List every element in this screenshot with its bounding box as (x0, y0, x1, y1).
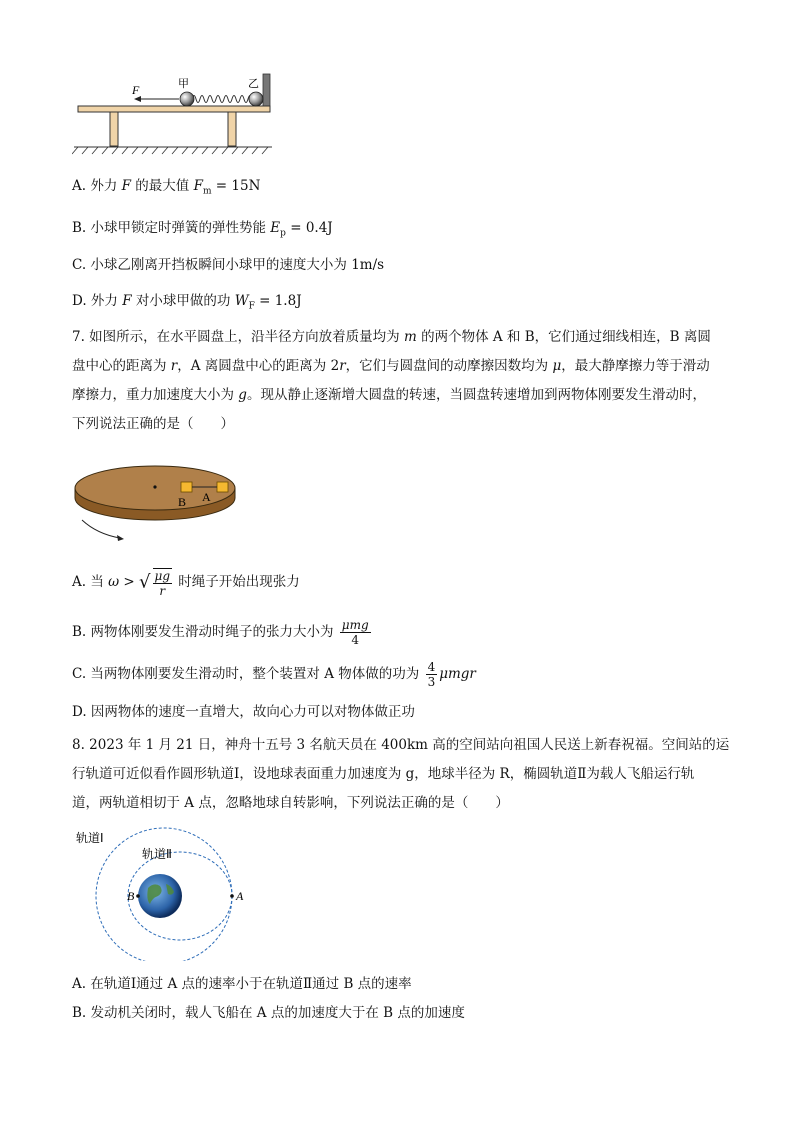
orbit-point-b: B (127, 889, 135, 903)
q6-option-d: D. 外力 F 对小球甲做的功 $W_F = 1.8J$ (72, 293, 302, 312)
q7-option-a: A. 当 ω > √ $\frac{\mu g}{r}$ 时绳子开始出现张力 (72, 568, 300, 598)
q7-option-b: B. 两物体刚要发生滑动时绳子的张力大小为 $\frac{\text{μmg}}{4}$ (72, 618, 369, 647)
q6-option-b: B. 小球甲锁定时弹簧的弹性势能 $E_p = 0.4J$ (72, 220, 333, 239)
disk-label-b: B (178, 495, 187, 509)
q8-stem: 8. 2023 年 1 月 21 日，神舟十五号 3 名航天员在 400km 高的空间站向祖国人民送上新春祝福。空间站的运 行轨道可近似看作圆形轨道Ⅰ，设地球表面重力加速度为 g，地球半径为 R，椭圆轨道Ⅱ为载人飞船运行轨 道，两轨道相切于 A 点，忽略地球自转影响，下列说法正确的是（ ） (72, 737, 730, 811)
q7-option-c: C. 当两物体刚要发生滑动时，整个装置对 A 物体做的功为 $\frac{4}{3}$ μmgr (72, 660, 476, 689)
ball-yi-label: 乙 (248, 77, 259, 90)
q8-option-a: A. 在轨道Ⅰ通过 A 点的速率小于在轨道Ⅱ通过 B 点的速率 (72, 976, 412, 992)
orbit-point-a: A (236, 889, 244, 903)
orbit-i-label: 轨道Ⅰ (76, 831, 104, 845)
force-label: F (132, 83, 140, 97)
q6-option-a: A. 外力 F 的最大值 $F_m = 15N$ (72, 178, 261, 197)
q7-option-d: D. 因两物体的速度一直增大，故向心力可以对物体做正功 (72, 704, 415, 720)
q6-option-c: C. 小球乙刚离开挡板瞬间小球甲的速度大小为 1m/s (72, 257, 385, 273)
ball-jia-label: 甲 (178, 77, 189, 90)
rotating-disk-figure (72, 460, 242, 545)
disk-label-a: A (202, 490, 211, 504)
q8-option-b: B. 发动机关闭时，载人飞船在 A 点的加速度大于在 B 点的加速度 (72, 1005, 465, 1021)
orbit-figure (72, 826, 247, 961)
spring-table-figure (72, 70, 277, 160)
orbit-ii-label: 轨道Ⅱ (142, 847, 172, 861)
q7-stem: 7. 如图所示，在水平圆盘上，沿半径方向放着质量均为 m 的两个物体 A 和 B，它们通过细线相连，B 离圆 盘中心的距离为 r，A 离圆盘中心的距离为 2r，它们与圆盘间的动摩擦因数均为 μ，最大静摩擦力等于滑动 摩擦力，重力加速度大小为 g。现从静止逐渐增大圆盘的转速，当圆盘转速增加到两物体刚要发生滑动时， 下列说法正确的是（ ） (72, 329, 711, 432)
